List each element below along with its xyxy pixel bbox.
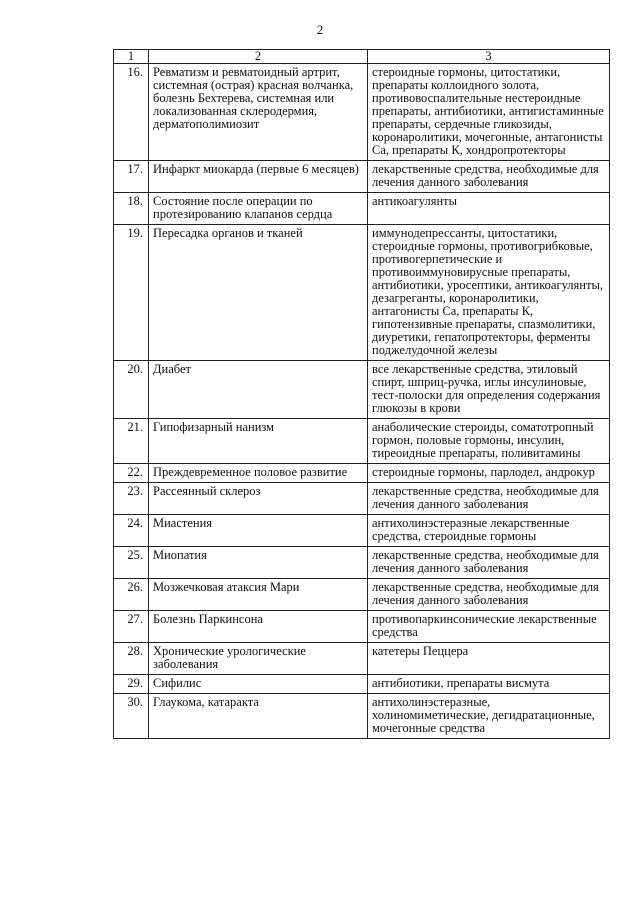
row-number-cell: 17. (114, 161, 149, 193)
disease-cell: Мозжечковая атаксия Мари (149, 579, 368, 611)
header-cell-number: 1 (114, 50, 149, 64)
disease-cell: Инфаркт миокарда (первые 6 месяцев) (149, 161, 368, 193)
drugs-cell: антибиотики, препараты висмута (368, 675, 610, 694)
table-row (114, 419, 610, 464)
table-row (114, 643, 610, 675)
drugs-cell: стероидные гормоны, парлодел, андрокур (368, 464, 610, 483)
row-number-cell: 29. (114, 675, 149, 694)
disease-cell: Миопатия (149, 547, 368, 579)
drugs-cell: стероидные гормоны, цитостатики, препараты коллоидного золота, противовоспалительные нестероидные препараты, антибиотики, антигистаминные препараты, сердечные гликозиды, коронаролитики, мочегонные, антагонисты Са, препараты К, хондропротекторы (368, 64, 610, 161)
medication-table (113, 49, 610, 739)
row-number-cell: 25. (114, 547, 149, 579)
disease-cell: Преждевременное половое развитие (149, 464, 368, 483)
disease-cell: Сифилис (149, 675, 368, 694)
disease-cell: Болезнь Паркинсона (149, 611, 368, 643)
header-cell-disease: 2 (149, 50, 368, 64)
drugs-cell: антихолинэстеразные лекарственные средства, стероидные гормоны (368, 515, 610, 547)
drugs-cell: все лекарственные средства, этиловый спирт, шприц-ручка, иглы инсулиновые, тест-полоски для определения содержания глюкозы в крови (368, 361, 610, 419)
table-row (114, 694, 610, 739)
row-number-cell: 16. (114, 64, 149, 161)
disease-cell: Гипофизарный нанизм (149, 419, 368, 464)
table-row (114, 361, 610, 419)
table-row (114, 161, 610, 193)
table-row (114, 225, 610, 361)
disease-cell: Миастения (149, 515, 368, 547)
drugs-cell: противопаркинсонические лекарственные средства (368, 611, 610, 643)
row-number-cell: 28. (114, 643, 149, 675)
disease-cell: Ревматизм и ревматоидный артрит, системная (острая) красная волчанка, болезнь Бехтерева, системная или локализованная склеродермия, дерматополимиозит (149, 64, 368, 161)
drugs-cell: анаболические стероиды, соматотропный гормон, половые гормоны, инсулин, тиреоидные препараты, поливитамины (368, 419, 610, 464)
row-number-cell: 19. (114, 225, 149, 361)
header-cell-drugs: 3 (368, 50, 610, 64)
table-row (114, 579, 610, 611)
disease-cell: Диабет (149, 361, 368, 419)
drugs-cell: лекарственные средства, необходимые для лечения данного заболевания (368, 579, 610, 611)
row-number-cell: 27. (114, 611, 149, 643)
drugs-cell: антихолинэстеразные, холиномиметические, дегидратационные, мочегонные средства (368, 694, 610, 739)
row-number-cell: 24. (114, 515, 149, 547)
drugs-cell: лекарственные средства, необходимые для лечения данного заболевания (368, 547, 610, 579)
table-row (114, 193, 610, 225)
row-number-cell: 26. (114, 579, 149, 611)
drugs-cell: антикоагулянты (368, 193, 610, 225)
row-number-cell: 23. (114, 483, 149, 515)
disease-cell: Пересадка органов и тканей (149, 225, 368, 361)
row-number-cell: 21. (114, 419, 149, 464)
drugs-cell: иммунодепрессанты, цитостатики, стероидные гормоны, противогрибковые, противогерпетические и противоиммуновирусные препараты, антибиотики, уросептики, антикоагулянты, дезагреганты, коронаролитики, антагонисты Са, препараты К, гипотензивные препараты, спазмолитики, диуретики, гепатопротекторы, ферменты поджелудочной железы (368, 225, 610, 361)
table-row (114, 464, 610, 483)
disease-cell: Хронические урологические заболевания (149, 643, 368, 675)
table-row (114, 547, 610, 579)
drugs-cell: лекарственные средства, необходимые для лечения данного заболевания (368, 161, 610, 193)
disease-cell: Рассеянный склероз (149, 483, 368, 515)
drugs-cell: катетеры Пеццера (368, 643, 610, 675)
disease-cell: Состояние после операции по протезированию клапанов сердца (149, 193, 368, 225)
table-row (114, 611, 610, 643)
row-number-cell: 22. (114, 464, 149, 483)
row-number-cell: 18. (114, 193, 149, 225)
table-row (114, 675, 610, 694)
table-row (114, 483, 610, 515)
page-number: 2 (316, 22, 324, 37)
disease-cell: Глаукома, катаракта (149, 694, 368, 739)
row-number-cell: 20. (114, 361, 149, 419)
table-row (114, 515, 610, 547)
table-header-row (114, 50, 610, 64)
drugs-cell: лекарственные средства, необходимые для лечения данного заболевания (368, 483, 610, 515)
table-row (114, 64, 610, 161)
row-number-cell: 30. (114, 694, 149, 739)
